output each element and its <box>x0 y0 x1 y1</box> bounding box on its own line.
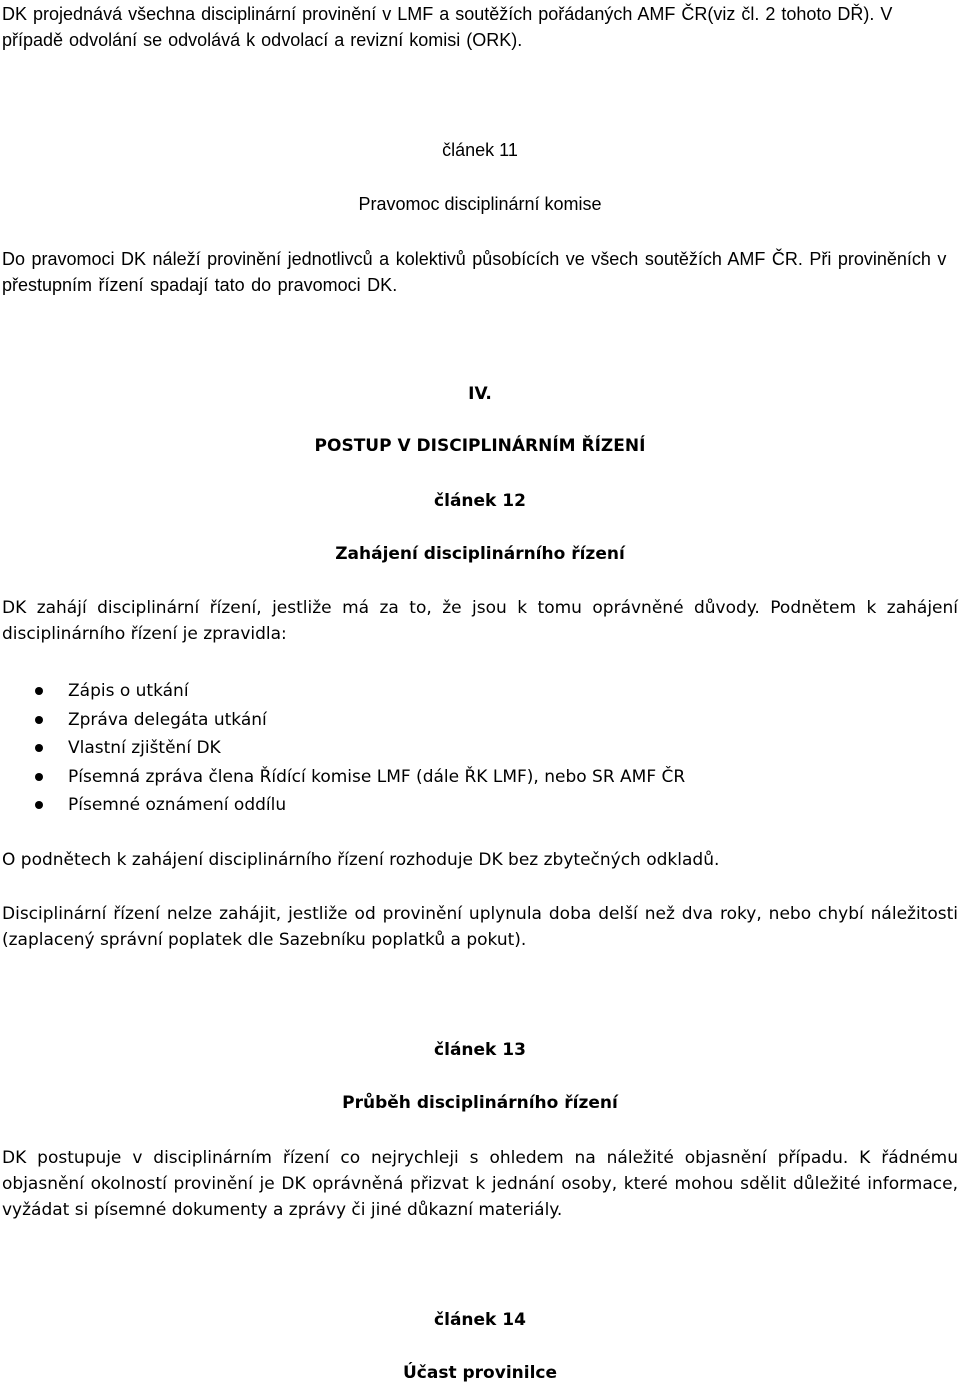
bullet-icon <box>35 716 43 724</box>
article-13-title: Průběh disciplinárního řízení <box>342 1093 618 1113</box>
article-13-number: článek 13 <box>434 1040 526 1060</box>
article-11-body: Do pravomoci DK náleží provinění jednotlivců a kolektivů působících ve všech soutěžích AMF ČR. Při proviněních v přestupním řízení spadají tato do pravomoci DK. <box>2 249 947 295</box>
bullet-icon <box>35 744 43 752</box>
article-12-number: článek 12 <box>434 491 526 511</box>
bullet-icon <box>35 773 43 781</box>
article-11-number: článek 11 <box>442 140 518 160</box>
article-12-limit: Disciplinární řízení nelze zahájit, jestliže od provinění uplynula doba delší než dva roky, nebo chybí náležitosti (zaplacený správní poplatek dle Sazebníku poplatků a pokut). <box>2 904 958 950</box>
bullet-icon <box>35 687 43 695</box>
part-iv-numeral: IV. <box>468 384 492 404</box>
list-item: Písemné oznámení oddílu <box>0 791 685 820</box>
part-iv-title: POSTUP V DISCIPLINÁRNÍM ŘÍZENÍ <box>314 436 646 456</box>
list-item: Písemná zpráva člena Řídící komise LMF (dále ŘK LMF), nebo SR AMF ČR <box>0 763 685 792</box>
intro-paragraph: DK projednává všechna disciplinární provinění v LMF a soutěžích pořádaných AMF ČR(viz čl. 2 tohoto DŘ). V případě odvolání se odvolává k odvolací a revizní komisi (ORK). <box>2 4 893 50</box>
list-item: Vlastní zjištění DK <box>0 734 685 763</box>
list-item: Zpráva delegáta utkání <box>0 706 685 735</box>
article-11-title: Pravomoc disciplinární komise <box>358 194 602 214</box>
article-12-decision: O podnětech k zahájení disciplinárního řízení rozhoduje DK bez zbytečných odkladů. <box>2 850 720 870</box>
article-12-title: Zahájení disciplinárního řízení <box>335 544 625 564</box>
bullet-icon <box>35 801 43 809</box>
article-14-title: Účast provinilce <box>402 1363 558 1383</box>
article-13-body: DK postupuje v disciplinárním řízení co nejrychleji s ohledem na náležité objasnění případu. K řádnému objasnění okolností provinění je DK oprávněná přizvat k jednání osoby, které mohou sdělit důležité informace, vyžádat si písemné dokumenty a zprávy či jiné důkazní materiály. <box>2 1148 958 1220</box>
list-item: Zápis o utkání <box>0 677 685 706</box>
initiation-sources-list <box>0 677 685 820</box>
article-14-number: článek 14 <box>434 1310 526 1330</box>
article-12-body: DK zahájí disciplinární řízení, jestliže má za to, že jsou k tomu oprávněné důvody. Podnětem k zahájení disciplinárního řízení je zpravidla: <box>2 598 958 644</box>
